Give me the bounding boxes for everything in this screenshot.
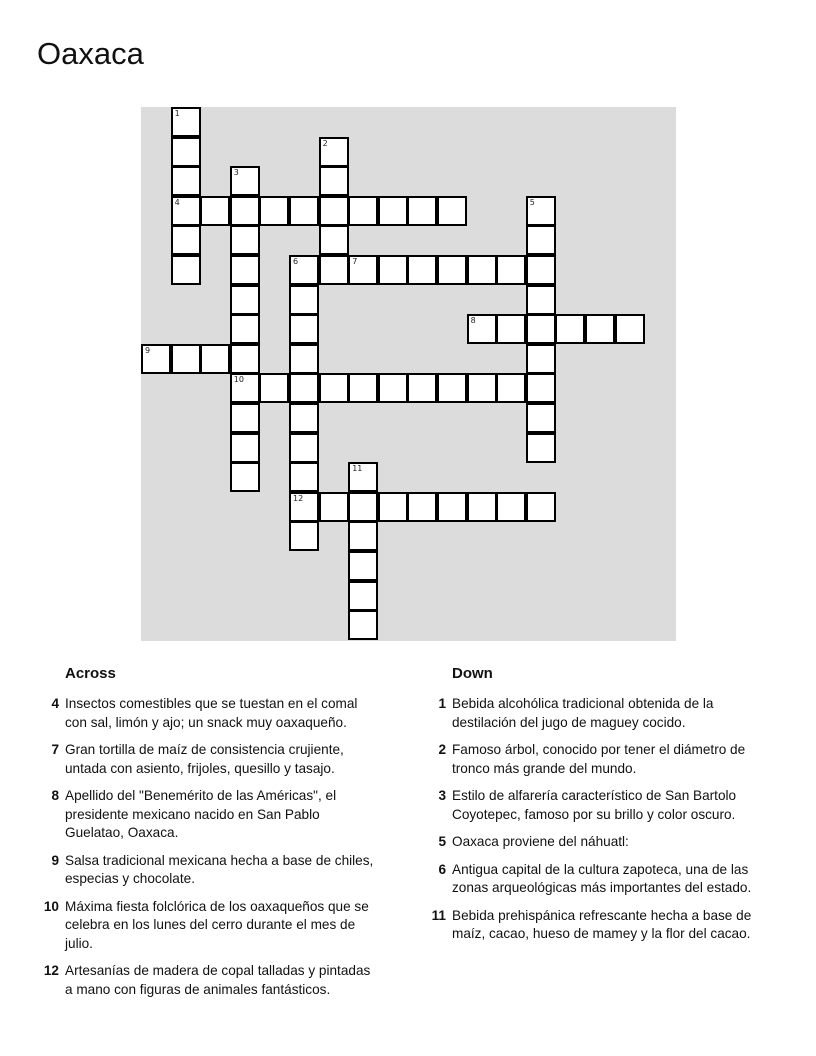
grid-cell[interactable] bbox=[378, 255, 408, 285]
grid-cell[interactable] bbox=[319, 492, 349, 522]
cell-number: 4 bbox=[174, 197, 180, 207]
clue-item bbox=[39, 787, 379, 843]
grid-cell[interactable] bbox=[526, 196, 556, 226]
clue-text: Insectos comestibles que se tuestan en el comal con sal, limón y ajo; un snack muy oaxaqueño. bbox=[65, 696, 358, 730]
grid-cell[interactable] bbox=[526, 492, 556, 522]
cell-number: 8 bbox=[470, 316, 476, 326]
grid-cell[interactable] bbox=[585, 314, 615, 344]
grid-cell[interactable] bbox=[289, 462, 319, 492]
grid-cell[interactable] bbox=[289, 521, 319, 551]
grid-cell[interactable] bbox=[348, 196, 378, 226]
grid-cell[interactable] bbox=[230, 433, 260, 463]
cell-number: 6 bbox=[293, 257, 299, 266]
grid-cell[interactable] bbox=[171, 196, 201, 226]
clue-text: Salsa tradicional mexicana hecha a base de chiles, especias y chocolate. bbox=[65, 852, 374, 886]
grid-cell[interactable] bbox=[230, 166, 260, 196]
grid-cell[interactable] bbox=[467, 255, 497, 285]
grid-cell[interactable] bbox=[467, 314, 497, 344]
grid-cell[interactable] bbox=[555, 314, 585, 344]
grid-cell[interactable] bbox=[348, 373, 378, 403]
grid-cell[interactable] bbox=[496, 255, 526, 285]
clue-item bbox=[426, 695, 766, 732]
grid-cell[interactable] bbox=[230, 344, 260, 374]
grid-cell[interactable] bbox=[437, 373, 467, 403]
grid-cell[interactable] bbox=[230, 314, 260, 344]
grid-cell[interactable] bbox=[289, 314, 319, 344]
clue-item bbox=[426, 741, 766, 778]
clue-text: Bebida prehispánica refrescante hecha a base de maíz, cacao, hueso de mamey y la flor del cacao. bbox=[452, 907, 752, 941]
across-clues bbox=[39, 664, 379, 1008]
grid-cell[interactable] bbox=[526, 433, 556, 463]
grid-cell[interactable] bbox=[348, 610, 378, 640]
grid-cell[interactable] bbox=[526, 403, 556, 433]
down-heading: Down bbox=[452, 665, 493, 682]
grid-cell[interactable] bbox=[348, 581, 378, 611]
clue-number: 9 bbox=[51, 852, 59, 868]
grid-cell[interactable] bbox=[230, 255, 260, 285]
grid-cell[interactable] bbox=[289, 196, 319, 226]
grid-cell[interactable] bbox=[319, 225, 349, 255]
clue-number: 8 bbox=[51, 788, 59, 803]
clue-number: 4 bbox=[51, 696, 59, 711]
grid-cell[interactable] bbox=[615, 314, 645, 344]
grid-cell[interactable] bbox=[200, 344, 230, 374]
grid-cell[interactable] bbox=[289, 492, 319, 522]
grid-cell[interactable] bbox=[348, 551, 378, 581]
grid-cell[interactable] bbox=[378, 373, 408, 403]
grid-cell[interactable] bbox=[200, 196, 230, 226]
clue-text: Antigua capital de la cultura zapoteca, una de las zonas arqueológicas más importantes del estado. bbox=[452, 861, 752, 895]
clue-text: Bebida alcohólica tradicional obtenida de la destilación del jugo de maguey cocido. bbox=[452, 696, 714, 730]
clue-text: Gran tortilla de maíz de consistencia crujiente, untada con asiento, frijoles, quesillo y tasajo. bbox=[65, 742, 344, 776]
clue-text: Famoso árbol, conocido por tener el diámetro de tronco más grande del mundo. bbox=[452, 742, 746, 776]
grid-cell[interactable] bbox=[437, 255, 467, 285]
grid-cell[interactable] bbox=[526, 285, 556, 315]
clue-number: 5 bbox=[438, 834, 446, 849]
grid-cell[interactable] bbox=[496, 492, 526, 522]
clue-text: Artesanías de madera de copal talladas y pintadas a mano con figuras de animales fantásticos. bbox=[65, 963, 371, 997]
grid-cell[interactable] bbox=[230, 285, 260, 315]
clue-number: 3 bbox=[438, 788, 446, 803]
grid-cell[interactable] bbox=[289, 285, 319, 315]
cell-number: 10 bbox=[233, 375, 244, 385]
clue-number: 7 bbox=[51, 742, 59, 757]
grid-cell[interactable] bbox=[259, 373, 289, 403]
grid-cell[interactable] bbox=[171, 255, 201, 285]
clue-text: Estilo de alfarería característico de San Bartolo Coyotepec, famoso por su brillo y color oscuro. bbox=[452, 788, 737, 822]
clue-item bbox=[39, 741, 379, 778]
clue-number: 1 bbox=[438, 696, 446, 711]
grid-cell[interactable] bbox=[526, 373, 556, 403]
grid-cell[interactable] bbox=[348, 492, 378, 522]
grid-cell[interactable] bbox=[171, 166, 201, 196]
grid-cell[interactable] bbox=[319, 196, 349, 226]
grid-cell[interactable] bbox=[467, 492, 497, 522]
grid-cell[interactable] bbox=[437, 196, 467, 226]
grid-cell[interactable] bbox=[348, 255, 378, 285]
cell-number: 11 bbox=[352, 464, 363, 474]
grid-cell[interactable] bbox=[289, 373, 319, 403]
grid-cell[interactable] bbox=[378, 196, 408, 226]
grid-cell[interactable] bbox=[407, 373, 437, 403]
grid-cell[interactable] bbox=[230, 373, 260, 403]
grid-cell[interactable] bbox=[171, 225, 201, 255]
cell-number: 2 bbox=[322, 138, 328, 148]
grid-cell[interactable] bbox=[230, 225, 260, 255]
grid-cell[interactable] bbox=[141, 344, 171, 374]
grid-cell[interactable] bbox=[496, 373, 526, 403]
cell-number: 7 bbox=[352, 257, 358, 266]
grid-cell[interactable] bbox=[407, 492, 437, 522]
grid-cell[interactable] bbox=[230, 403, 260, 433]
cell-number: 1 bbox=[174, 109, 180, 118]
grid-cell[interactable] bbox=[319, 137, 349, 167]
page-title: Oaxaca bbox=[37, 36, 144, 71]
clue-text: Máxima fiesta folclórica de los oaxaqueños que se celebra en los lunes del cerro durante el mes de julio. bbox=[65, 898, 369, 951]
grid-cell[interactable] bbox=[407, 255, 437, 285]
grid-cell[interactable] bbox=[289, 433, 319, 463]
clue-number: 12 bbox=[43, 963, 59, 978]
down-clues bbox=[426, 664, 766, 953]
grid-cell[interactable] bbox=[289, 344, 319, 374]
grid-cell[interactable] bbox=[378, 492, 408, 522]
grid-cell[interactable] bbox=[319, 166, 349, 196]
clue-text: Apellido del "Benemérito de las Américas", el presidente mexicano nacido en San Pablo Guelatao, Oaxaca. bbox=[65, 788, 337, 840]
grid-cell[interactable] bbox=[171, 344, 201, 374]
clue-item bbox=[39, 695, 379, 732]
clue-item bbox=[39, 852, 379, 889]
grid-cell[interactable] bbox=[319, 255, 349, 285]
clue-text: Oaxaca proviene del náhuatl: bbox=[452, 834, 629, 849]
cell-number: 12 bbox=[293, 493, 304, 503]
clue-number: 10 bbox=[43, 898, 59, 914]
grid-cell[interactable] bbox=[467, 373, 497, 403]
grid-cell[interactable] bbox=[526, 225, 556, 255]
grid-cell[interactable] bbox=[407, 196, 437, 226]
grid-cell[interactable] bbox=[319, 373, 349, 403]
grid-cell[interactable] bbox=[171, 137, 201, 167]
cell-number: 3 bbox=[233, 168, 239, 178]
clue-item bbox=[39, 898, 379, 954]
grid-cell[interactable] bbox=[230, 462, 260, 492]
grid-cell[interactable] bbox=[230, 196, 260, 226]
grid-cell[interactable] bbox=[171, 107, 201, 137]
cell-number: 9 bbox=[145, 345, 151, 355]
grid-cell[interactable] bbox=[289, 255, 319, 285]
grid-cell[interactable] bbox=[526, 255, 556, 285]
clue-number: 6 bbox=[438, 861, 446, 877]
clue-item bbox=[426, 861, 766, 898]
grid-cell[interactable] bbox=[289, 403, 319, 433]
clue-item bbox=[426, 787, 766, 824]
grid-cell[interactable] bbox=[348, 521, 378, 551]
clue-item bbox=[426, 833, 766, 852]
clue-number: 11 bbox=[431, 907, 446, 923]
grid-cell[interactable] bbox=[348, 462, 378, 492]
across-heading: Across bbox=[65, 665, 116, 682]
grid-cell[interactable] bbox=[526, 344, 556, 374]
clue-number: 2 bbox=[438, 742, 446, 757]
cell-number: 5 bbox=[529, 197, 535, 207]
crossword-grid bbox=[141, 107, 676, 641]
grid-cell[interactable] bbox=[526, 314, 556, 344]
grid-cell[interactable] bbox=[496, 314, 526, 344]
grid-cell[interactable] bbox=[437, 492, 467, 522]
clue-item bbox=[426, 907, 766, 944]
grid-cell[interactable] bbox=[259, 196, 289, 226]
clue-item bbox=[39, 962, 379, 999]
